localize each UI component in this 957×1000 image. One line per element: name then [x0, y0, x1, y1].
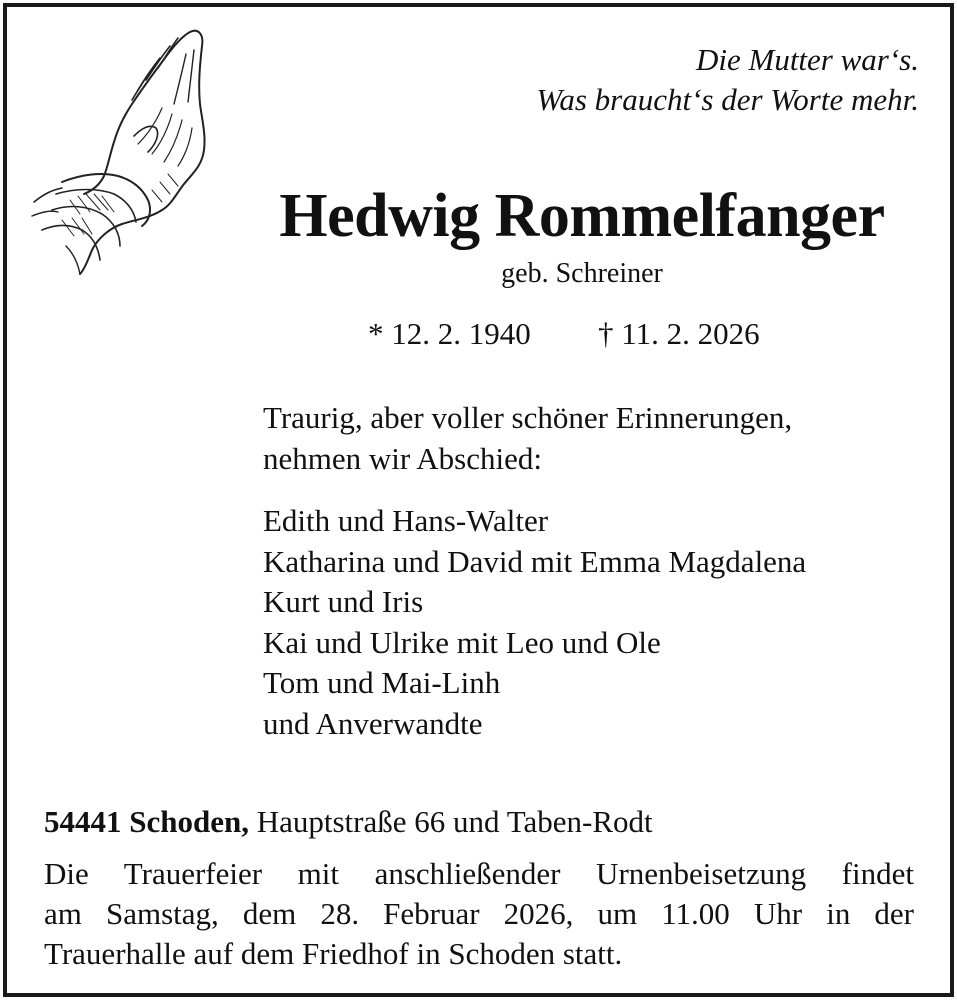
family-address [44, 802, 653, 842]
mourner-line: und Anverwandte [263, 705, 483, 741]
intro-line-1: Traurig, aber voller schöner Erinnerungen, [263, 400, 793, 435]
ceremony-info [44, 854, 914, 974]
motto-line-1: Die Mutter war‘s. [695, 42, 919, 77]
mourner-line: Tom und Mai-Linh [263, 665, 501, 700]
birth-name: geb. Schreiner [501, 258, 663, 289]
ceremony-line-2: am Samstag, dem 28. Februar 2026, um 11.00 Uhr in der [44, 896, 914, 931]
mourner-line: Katharina und David mit Emma Magdalena [263, 543, 807, 579]
farewell-intro [263, 398, 792, 479]
mourners-list [263, 501, 806, 744]
praying-hands-icon [22, 24, 212, 279]
ceremony-line-3: Trauerhalle auf dem Friedhof in Schoden statt. [44, 936, 623, 971]
motto [536, 40, 919, 120]
address-place: 54441 Schoden, [44, 804, 249, 839]
deceased-name: Hedwig Rommelfanger [279, 182, 885, 250]
birth-date: * 12. 2. 1940 [368, 316, 531, 351]
intro-line-2: nehmen wir Abschied: [263, 440, 542, 476]
mourner-line: Kai und Ulrike mit Leo und Ole [263, 624, 661, 660]
motto-line-2: Was braucht‘s der Worte mehr. [536, 82, 919, 117]
mourner-line: Kurt und Iris [263, 584, 424, 619]
address-street: Hauptstraße 66 und Taben-Rodt [256, 804, 653, 839]
death-date: † 11. 2. 2026 [598, 316, 760, 351]
mourner-line: Edith und Hans-Walter [263, 503, 549, 538]
ceremony-line-1: Die Trauerfeier mit anschließender Urnenbeisetzung findet [44, 856, 914, 891]
